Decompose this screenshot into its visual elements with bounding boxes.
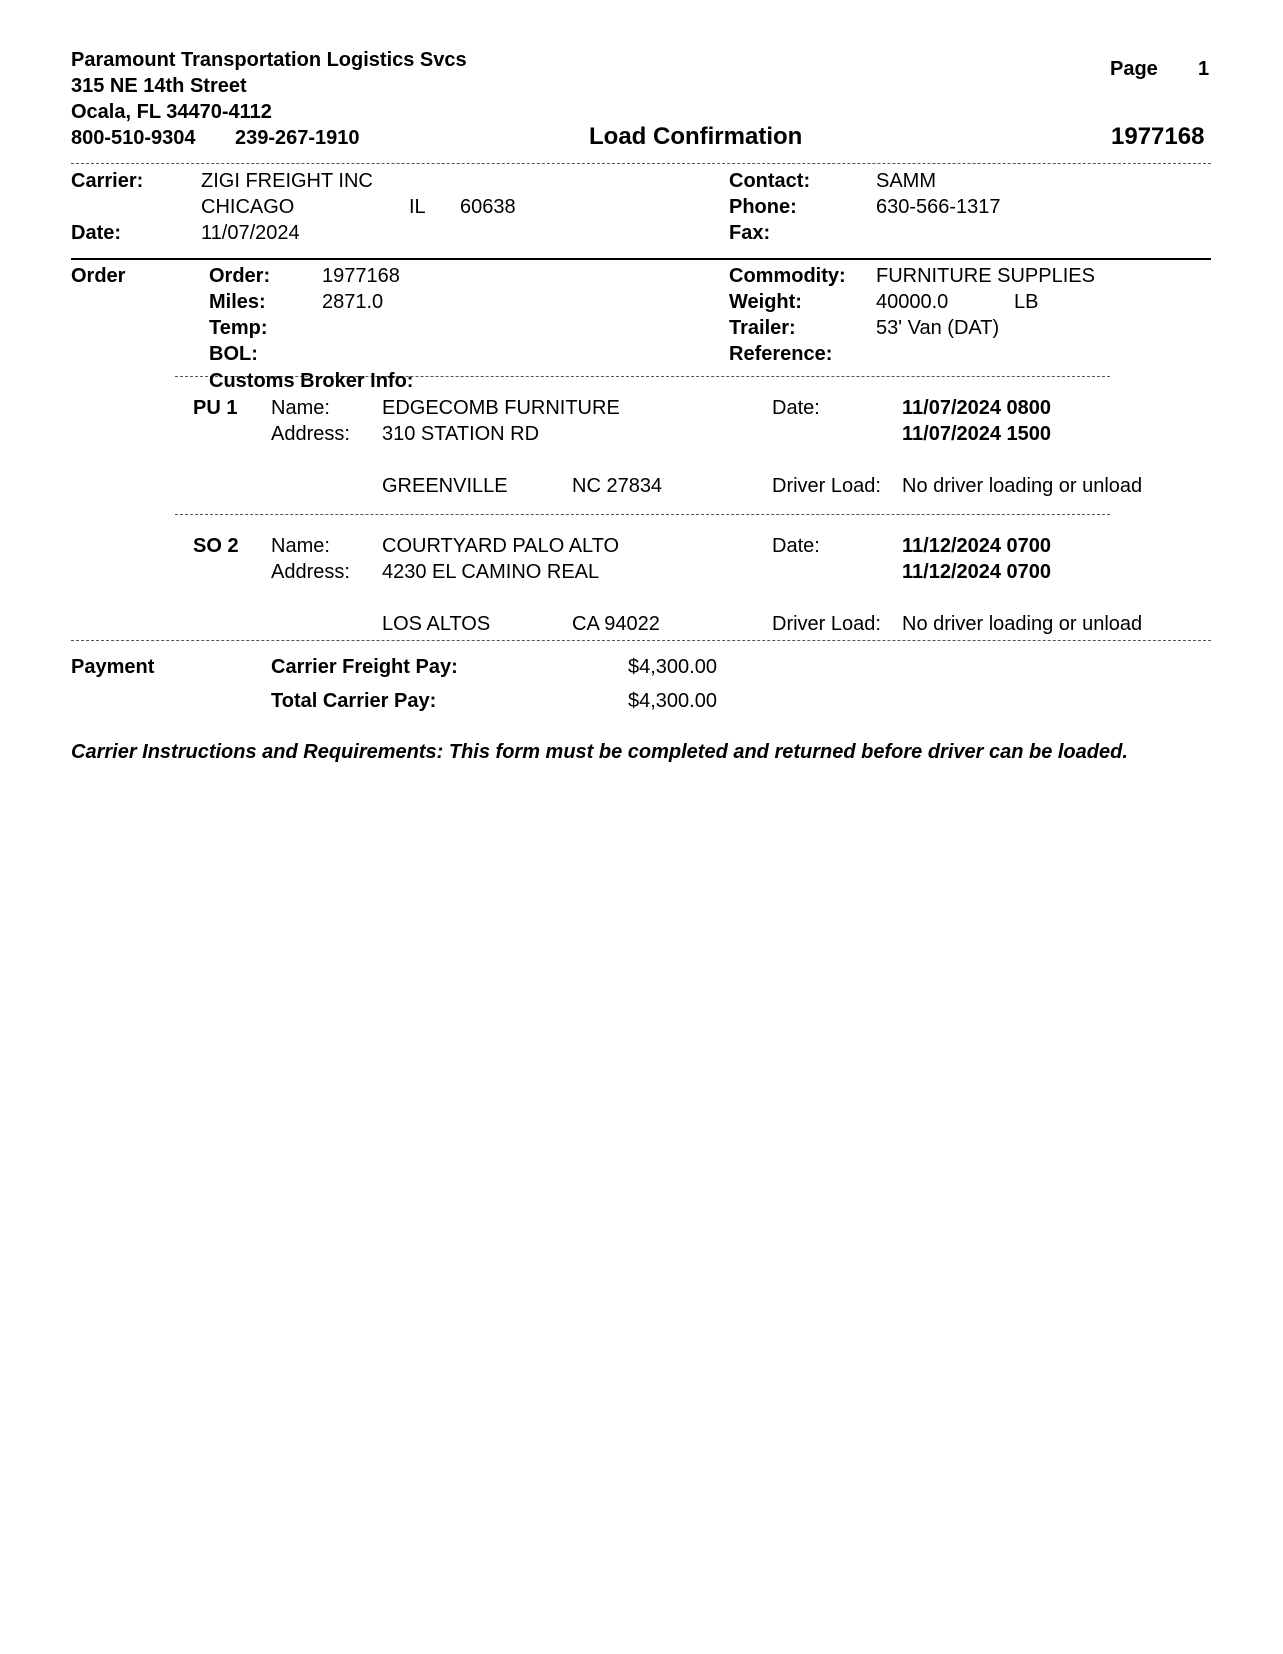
weight-unit: LB bbox=[1014, 291, 1039, 313]
phone-value: 630-566-1317 bbox=[876, 196, 1001, 218]
document-number: 1977168 bbox=[1111, 123, 1205, 150]
trailer-value: 53' Van (DAT) bbox=[876, 317, 1000, 339]
stop-date-start: 11/07/2024 0800 bbox=[902, 397, 1052, 419]
header-divider bbox=[71, 163, 1211, 164]
carrier-date-label: Date: bbox=[71, 222, 122, 244]
stop-city: GREENVILLE bbox=[382, 475, 508, 497]
stop-date-end: 11/12/2024 0700 bbox=[902, 561, 1052, 583]
stop-code: PU 1 bbox=[193, 397, 238, 419]
stop-name: COURTYARD PALO ALTO bbox=[382, 535, 620, 557]
payment-section-label: Payment bbox=[71, 656, 155, 678]
customs-broker-label: Customs Broker Info: bbox=[209, 370, 414, 392]
order-label: Order: bbox=[209, 265, 271, 287]
carrier-city: CHICAGO bbox=[201, 196, 295, 218]
stop-date-start: 11/12/2024 0700 bbox=[902, 535, 1052, 557]
stop-code: SO 2 bbox=[193, 535, 239, 557]
contact-value: SAMM bbox=[876, 170, 936, 192]
trailer-label: Trailer: bbox=[729, 317, 796, 339]
total-pay-value: $4,300.00 bbox=[628, 690, 717, 712]
freight-pay-value: $4,300.00 bbox=[628, 656, 717, 678]
document-title: Load Confirmation bbox=[589, 123, 803, 150]
stop-name-label: Name: bbox=[271, 397, 330, 419]
page-label: Page bbox=[1110, 58, 1158, 80]
stop-driver-load-label: Driver Load: bbox=[772, 613, 881, 635]
page-number: 1 bbox=[1198, 58, 1210, 80]
stop-state-zip: CA 94022 bbox=[572, 613, 660, 635]
carrier-zip: 60638 bbox=[460, 196, 516, 218]
stop-date-label: Date: bbox=[772, 535, 820, 557]
stop-address: 310 STATION RD bbox=[382, 423, 540, 445]
miles-label: Miles: bbox=[209, 291, 266, 313]
company-address-line1: 315 NE 14th Street bbox=[71, 75, 247, 97]
total-pay-label: Total Carrier Pay: bbox=[271, 690, 437, 712]
company-phone-1: 800-510-9304 bbox=[71, 127, 196, 149]
stop-address-label: Address: bbox=[271, 423, 350, 445]
carrier-divider bbox=[71, 258, 1211, 260]
stop-state-zip: NC 27834 bbox=[572, 475, 663, 497]
stop-name: EDGECOMB FURNITURE bbox=[382, 397, 620, 419]
stop-address-label: Address: bbox=[271, 561, 350, 583]
order-section-label: Order bbox=[71, 265, 126, 287]
stop-divider bbox=[175, 514, 1110, 515]
company-phone-2: 239-267-1910 bbox=[235, 127, 360, 149]
company-address-line2: Ocala, FL 34470-4112 bbox=[71, 101, 272, 123]
reference-label: Reference: bbox=[729, 343, 833, 365]
bol-label: BOL: bbox=[209, 343, 258, 365]
stop-city: LOS ALTOS bbox=[382, 613, 491, 635]
stop-name-label: Name: bbox=[271, 535, 330, 557]
phone-label: Phone: bbox=[729, 196, 797, 218]
carrier-state: IL bbox=[409, 196, 426, 218]
weight-label: Weight: bbox=[729, 291, 802, 313]
weight-value: 40000.0 bbox=[876, 291, 949, 313]
commodity-label: Commodity: bbox=[729, 265, 846, 287]
carrier-label: Carrier: bbox=[71, 170, 144, 192]
commodity-value: FURNITURE SUPPLIES bbox=[876, 265, 1095, 287]
fax-label: Fax: bbox=[729, 222, 771, 244]
stop-date-end: 11/07/2024 1500 bbox=[902, 423, 1052, 445]
freight-pay-label: Carrier Freight Pay: bbox=[271, 656, 458, 678]
miles-value: 2871.0 bbox=[322, 291, 384, 313]
carrier-instructions: Carrier Instructions and Requirements: This form must be completed and returned before driver can be loaded. bbox=[71, 741, 1128, 763]
carrier-name: ZIGI FREIGHT INC bbox=[201, 170, 373, 192]
order-number: 1977168 bbox=[322, 265, 400, 287]
contact-label: Contact: bbox=[729, 170, 811, 192]
company-name: Paramount Transportation Logistics Svcs bbox=[71, 49, 467, 71]
stop-address: 4230 EL CAMINO REAL bbox=[382, 561, 600, 583]
temp-label: Temp: bbox=[209, 317, 268, 339]
stop-driver-load: No driver loading or unload bbox=[902, 475, 1143, 497]
carrier-date: 11/07/2024 bbox=[201, 222, 300, 244]
stop-driver-load: No driver loading or unload bbox=[902, 613, 1143, 635]
stops-divider bbox=[71, 640, 1211, 641]
stop-date-label: Date: bbox=[772, 397, 820, 419]
stop-driver-load-label: Driver Load: bbox=[772, 475, 881, 497]
